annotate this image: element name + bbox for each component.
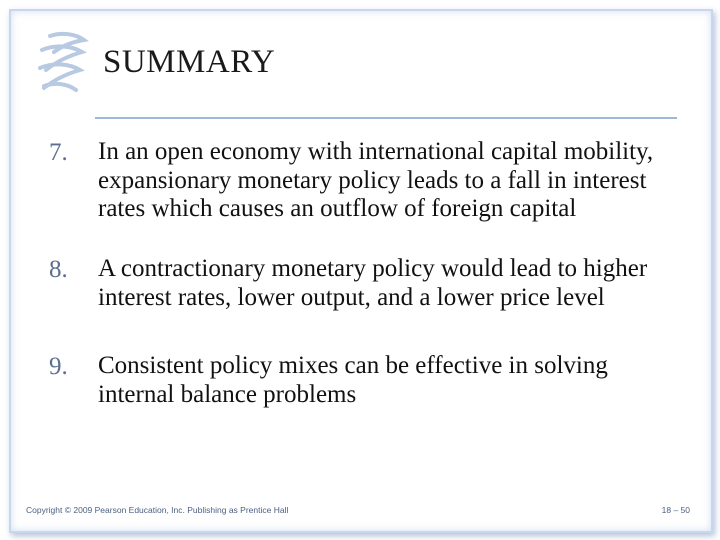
slide-title: SUMMARY (103, 44, 276, 80)
title-divider (95, 117, 677, 119)
list-item-text: A contractionary monetary policy would lead to higher interest rates, lower output, and a lower price level (98, 255, 648, 311)
list-item-text: In an open economy with international capital mobility, expansionary monetary policy leads to a fall in interest rates which causes an outflow of foreign capital (98, 138, 654, 222)
copyright-notice: Copyright © 2009 Pearson Education, Inc. Publishing as Prentice Hall (26, 505, 289, 515)
list-item-number: 9. (49, 353, 68, 380)
list-item-number: 8. (49, 256, 68, 283)
publisher-logo-icon (32, 30, 94, 102)
list-item-number: 7. (49, 139, 68, 166)
list-item-text: Consistent policy mixes can be effective in solving internal balance problems (98, 352, 608, 408)
page-number: 18 – 50 (661, 505, 690, 515)
